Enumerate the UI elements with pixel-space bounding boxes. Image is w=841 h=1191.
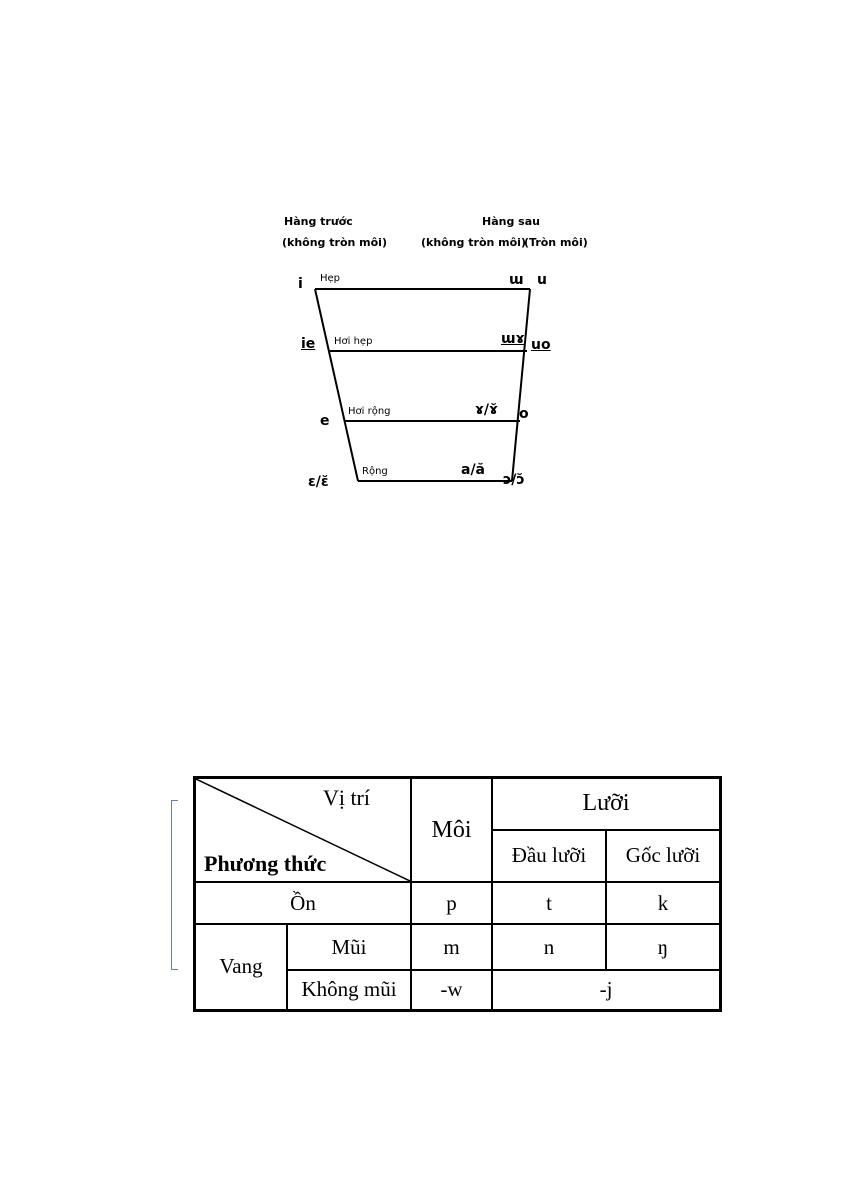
side-rule-tick-top [171, 800, 178, 801]
cell-mui-goc-luoi: ŋ [606, 924, 721, 970]
trapezoid-lines [270, 205, 600, 505]
vowel-gamma: ɤ/ɤ̆ [475, 402, 498, 418]
corner-header [195, 778, 412, 883]
cell-khong-mui-luoi: -j [492, 970, 721, 1010]
cell-khong-mui-moi: -w [411, 970, 492, 1010]
side-rule [171, 800, 172, 970]
vowel-u: u [537, 272, 547, 288]
vowel-trapezoid-diagram [270, 205, 600, 505]
header-luoi: Lưỡi [492, 778, 721, 830]
side-rule-tick-bottom [171, 969, 178, 970]
header-dau-luoi: Đầu lưỡi [492, 830, 606, 882]
cell-mui-dau-luoi: n [492, 924, 606, 970]
vowel-a: a/ă [461, 462, 486, 478]
cell-mui-moi: m [411, 924, 492, 970]
header-back: Hàng sau [482, 215, 540, 228]
header-front: Hàng trước [284, 215, 353, 228]
level-hoi-rong: Hơi rộng [348, 406, 391, 417]
vowel-u-gamma: ɯɤ [501, 331, 525, 347]
row-label-khong-mui: Không mũi [287, 970, 411, 1010]
vowel-e: e [320, 413, 330, 429]
level-rong: Rộng [362, 466, 388, 477]
vowel-o: o [519, 406, 529, 422]
cell-on-moi: p [411, 882, 492, 924]
vowel-i: i [298, 276, 303, 292]
row-label-vang: Vang [195, 924, 288, 1010]
header-moi: Môi [411, 778, 492, 883]
header-goc-luoi: Gốc lưỡi [606, 830, 721, 882]
level-hoi-hep: Hơi hẹp [334, 336, 373, 347]
header-front-sub: (không tròn môi) [282, 236, 387, 249]
vowel-u-unrounded: ɯ [509, 272, 524, 288]
vowel-open-o: ɔ/ɔ̆ [503, 472, 525, 488]
header-back-unrounded: (không tròn môi) [421, 236, 526, 249]
vowel-epsilon: ε/ε̆ [308, 474, 329, 490]
row-label-on: Ồn [195, 882, 412, 924]
cell-on-dau-luoi: t [492, 882, 606, 924]
header-back-rounded: (Tròn môi) [524, 236, 588, 249]
level-hep: Hẹp [320, 273, 341, 284]
corner-label-method: Phương thức [204, 851, 327, 876]
cell-on-goc-luoi: k [606, 882, 721, 924]
vowel-ie: ie [301, 336, 316, 352]
vowel-uo: uo [531, 337, 551, 353]
corner-label-position: Vị trí [322, 785, 370, 810]
consonant-table [193, 776, 722, 1012]
row-label-mui: Mũi [287, 924, 411, 970]
